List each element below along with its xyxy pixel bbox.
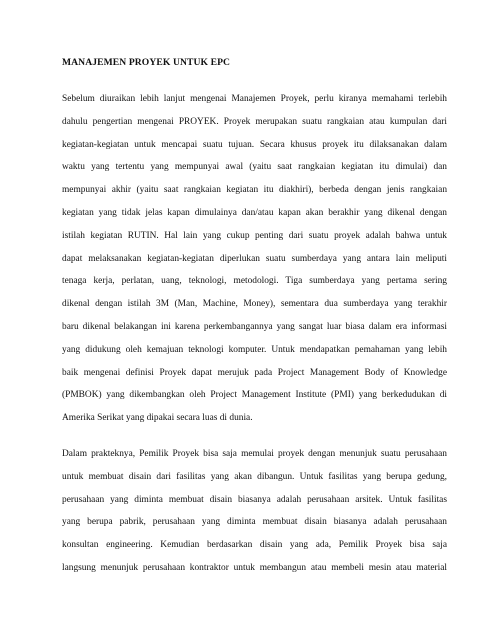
paragraph-line: dapat melaksanakan kegiatan-kegiatan diperlukan suatu sumberdaya yang antara lain meliputi bbox=[62, 253, 447, 264]
paragraph-line: dahulu pengertian mengenai PROYEK. Proyek merupakan suatu rangkaian atau kumpulan dari bbox=[62, 116, 447, 127]
paragraph-line: baik mengenai definisi Proyek dapat merujuk pada Project Management Body of Knowledge bbox=[62, 367, 447, 378]
paragraph-1 bbox=[62, 88, 447, 430]
paragraph-line: tenaga kerja, perlatan, uang, teknologi, metodologi. Tiga sumberdaya yang pertama sering bbox=[62, 276, 447, 287]
paragraph-line: langsung menunjuk perusahaan kontraktor untuk membangun atau membeli mesin atau material bbox=[62, 562, 447, 573]
paragraph-line: (PMBOK) yang dikembangkan oleh Project Management Institute (PMI) yang berkedudukan di bbox=[62, 390, 447, 401]
paragraph-line: mempunyai akhir (yaitu saat rangkaian kegiatan itu diakhiri), berbeda dengan jenis rangkaian bbox=[62, 185, 447, 196]
paragraph-line: kegiatan-kegiatan untuk mencapai suatu tujuan. Secara khusus proyek itu dilaksanakan dalam bbox=[62, 139, 447, 150]
document-title: MANAJEMEN PROYEK UNTUK EPC bbox=[62, 57, 231, 68]
paragraph-line: Amerika Serikat yang dipakai secara luas di dunia. bbox=[62, 413, 253, 424]
paragraph-line: yang didukung oleh kemajuan teknologi komputer. Untuk mendapatkan pemahaman yang lebih bbox=[62, 344, 447, 355]
paragraph-line: untuk membuat disain dari fasilitas yang akan dibangun. Untuk fasilitas yang berupa gedung, bbox=[62, 471, 447, 482]
paragraph-line: yang berupa pabrik, perusahaan yang diminta membuat disain biasanya adalah perusahaan bbox=[62, 517, 447, 528]
paragraph-line: konsultan engineering. Kemudian berdasarkan disain yang ada, Pemilik Proyek bisa saja bbox=[62, 540, 447, 551]
paragraph-line: perusahaan yang diminta membuat disain biasanya adalah perusahaan arsitek. Untuk fasilitas bbox=[62, 494, 447, 505]
paragraph-line: kegiatan yang tidak jelas kapan dimulainya dan/atau kapan akan berakhir yang dikenal dengan bbox=[62, 207, 447, 218]
paragraph-line: waktu yang tertentu yang mempunyai awal (yaitu saat rangkaian kegiatan itu dimulai) dan bbox=[62, 162, 447, 173]
paragraph-line: Dalam prakteknya, Pemilik Proyek bisa saja memulai proyek dengan menunjuk suatu perusahaan bbox=[62, 449, 447, 459]
paragraph-line: istilah kegiatan RUTIN. Hal lain yang cukup penting dari suatu proyek adalah bahwa untuk bbox=[62, 230, 447, 241]
paragraph-2 bbox=[62, 443, 447, 580]
paragraph-line: baru dikenal belakangan ini karena perkembangannya yang sangat luar biasa dalam era informasi bbox=[62, 321, 447, 332]
paragraph-line: dikenal dengan istilah 3M (Man, Machine, Money), sementara dua sumberdaya yang terakhir bbox=[62, 299, 447, 310]
paragraph-line: Sebelum diuraikan lebih lanjut mengenai Manajemen Proyek, perlu kiranya memahami terlebih bbox=[62, 94, 447, 104]
